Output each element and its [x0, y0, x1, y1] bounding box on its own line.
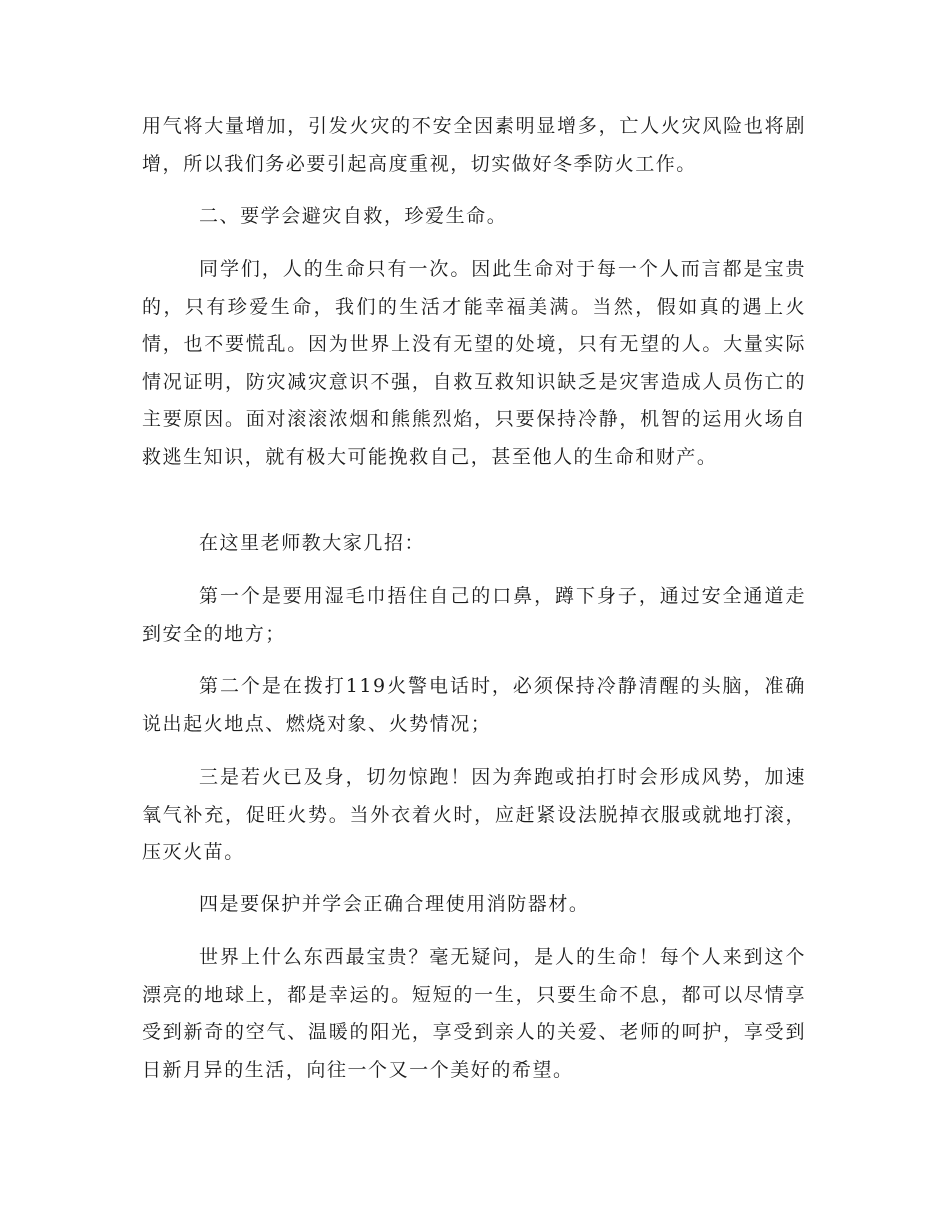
paragraph-cherish-life: 同学们，人的生命只有一次。因此生命对于每一个人而言都是宝贵的，只有珍爱生命，我们的生活才能幸福美满。当然，假如真的遇上火情，也不要慌乱。因为世界上没有无望的处境，只有无望的人。大量实际情况证明，防灾减灾意识不强，自救互救知识缺乏是灾害造成人员伤亡的主要原因。面对滚滚浓烟和熊熊烈焰，只要保持冷静，机智的运用火场自救逃生知识，就有极大可能挽救自己，甚至他人的生命和财产。	[142, 258, 806, 468]
section-heading-self-rescue: 二、要学会避灾自救，珍爱生命。	[199, 205, 508, 227]
paragraph-life-precious: 世界上什么东西最宝贵？毫无疑问，是人的生命！每个人来到这个漂亮的地球上，都是幸运的。短短的一生，只要生命不息，都可以尽情享受到新奇的空气、温暖的阳光，享受到亲人的关爱、老师的呵护，享受到日新月异的生活，向往一个又一个美好的希望。	[142, 946, 806, 1081]
paragraph-fire-risk-continuation: 用气将大量增加，引发火灾的不安全因素明显增多，亡人火灾风险也将剧增，所以我们务必要引起高度重视，切实做好冬季防火工作。	[142, 115, 806, 175]
paragraph-tip-two: 第二个是在拨打119火警电话时，必须保持冷静清醒的头脑，准确说出起火地点、燃烧对象、火势情况；	[142, 675, 806, 735]
paragraph-teacher-tips-intro: 在这里老师教大家几招：	[199, 532, 426, 554]
paragraph-tip-four: 四是要保护并学会正确合理使用消防器材。	[199, 893, 590, 915]
paragraph-tip-one: 第一个是要用湿毛巾捂住自己的口鼻，蹲下身子，通过安全通道走到安全的地方；	[142, 585, 806, 645]
paragraph-tip-three: 三是若火已及身，切勿惊跑！因为奔跑或拍打时会形成风势，加速氧气补充，促旺火势。当外衣着火时，应赶紧设法脱掉衣服或就地打滚，压灭火苗。	[142, 766, 806, 863]
